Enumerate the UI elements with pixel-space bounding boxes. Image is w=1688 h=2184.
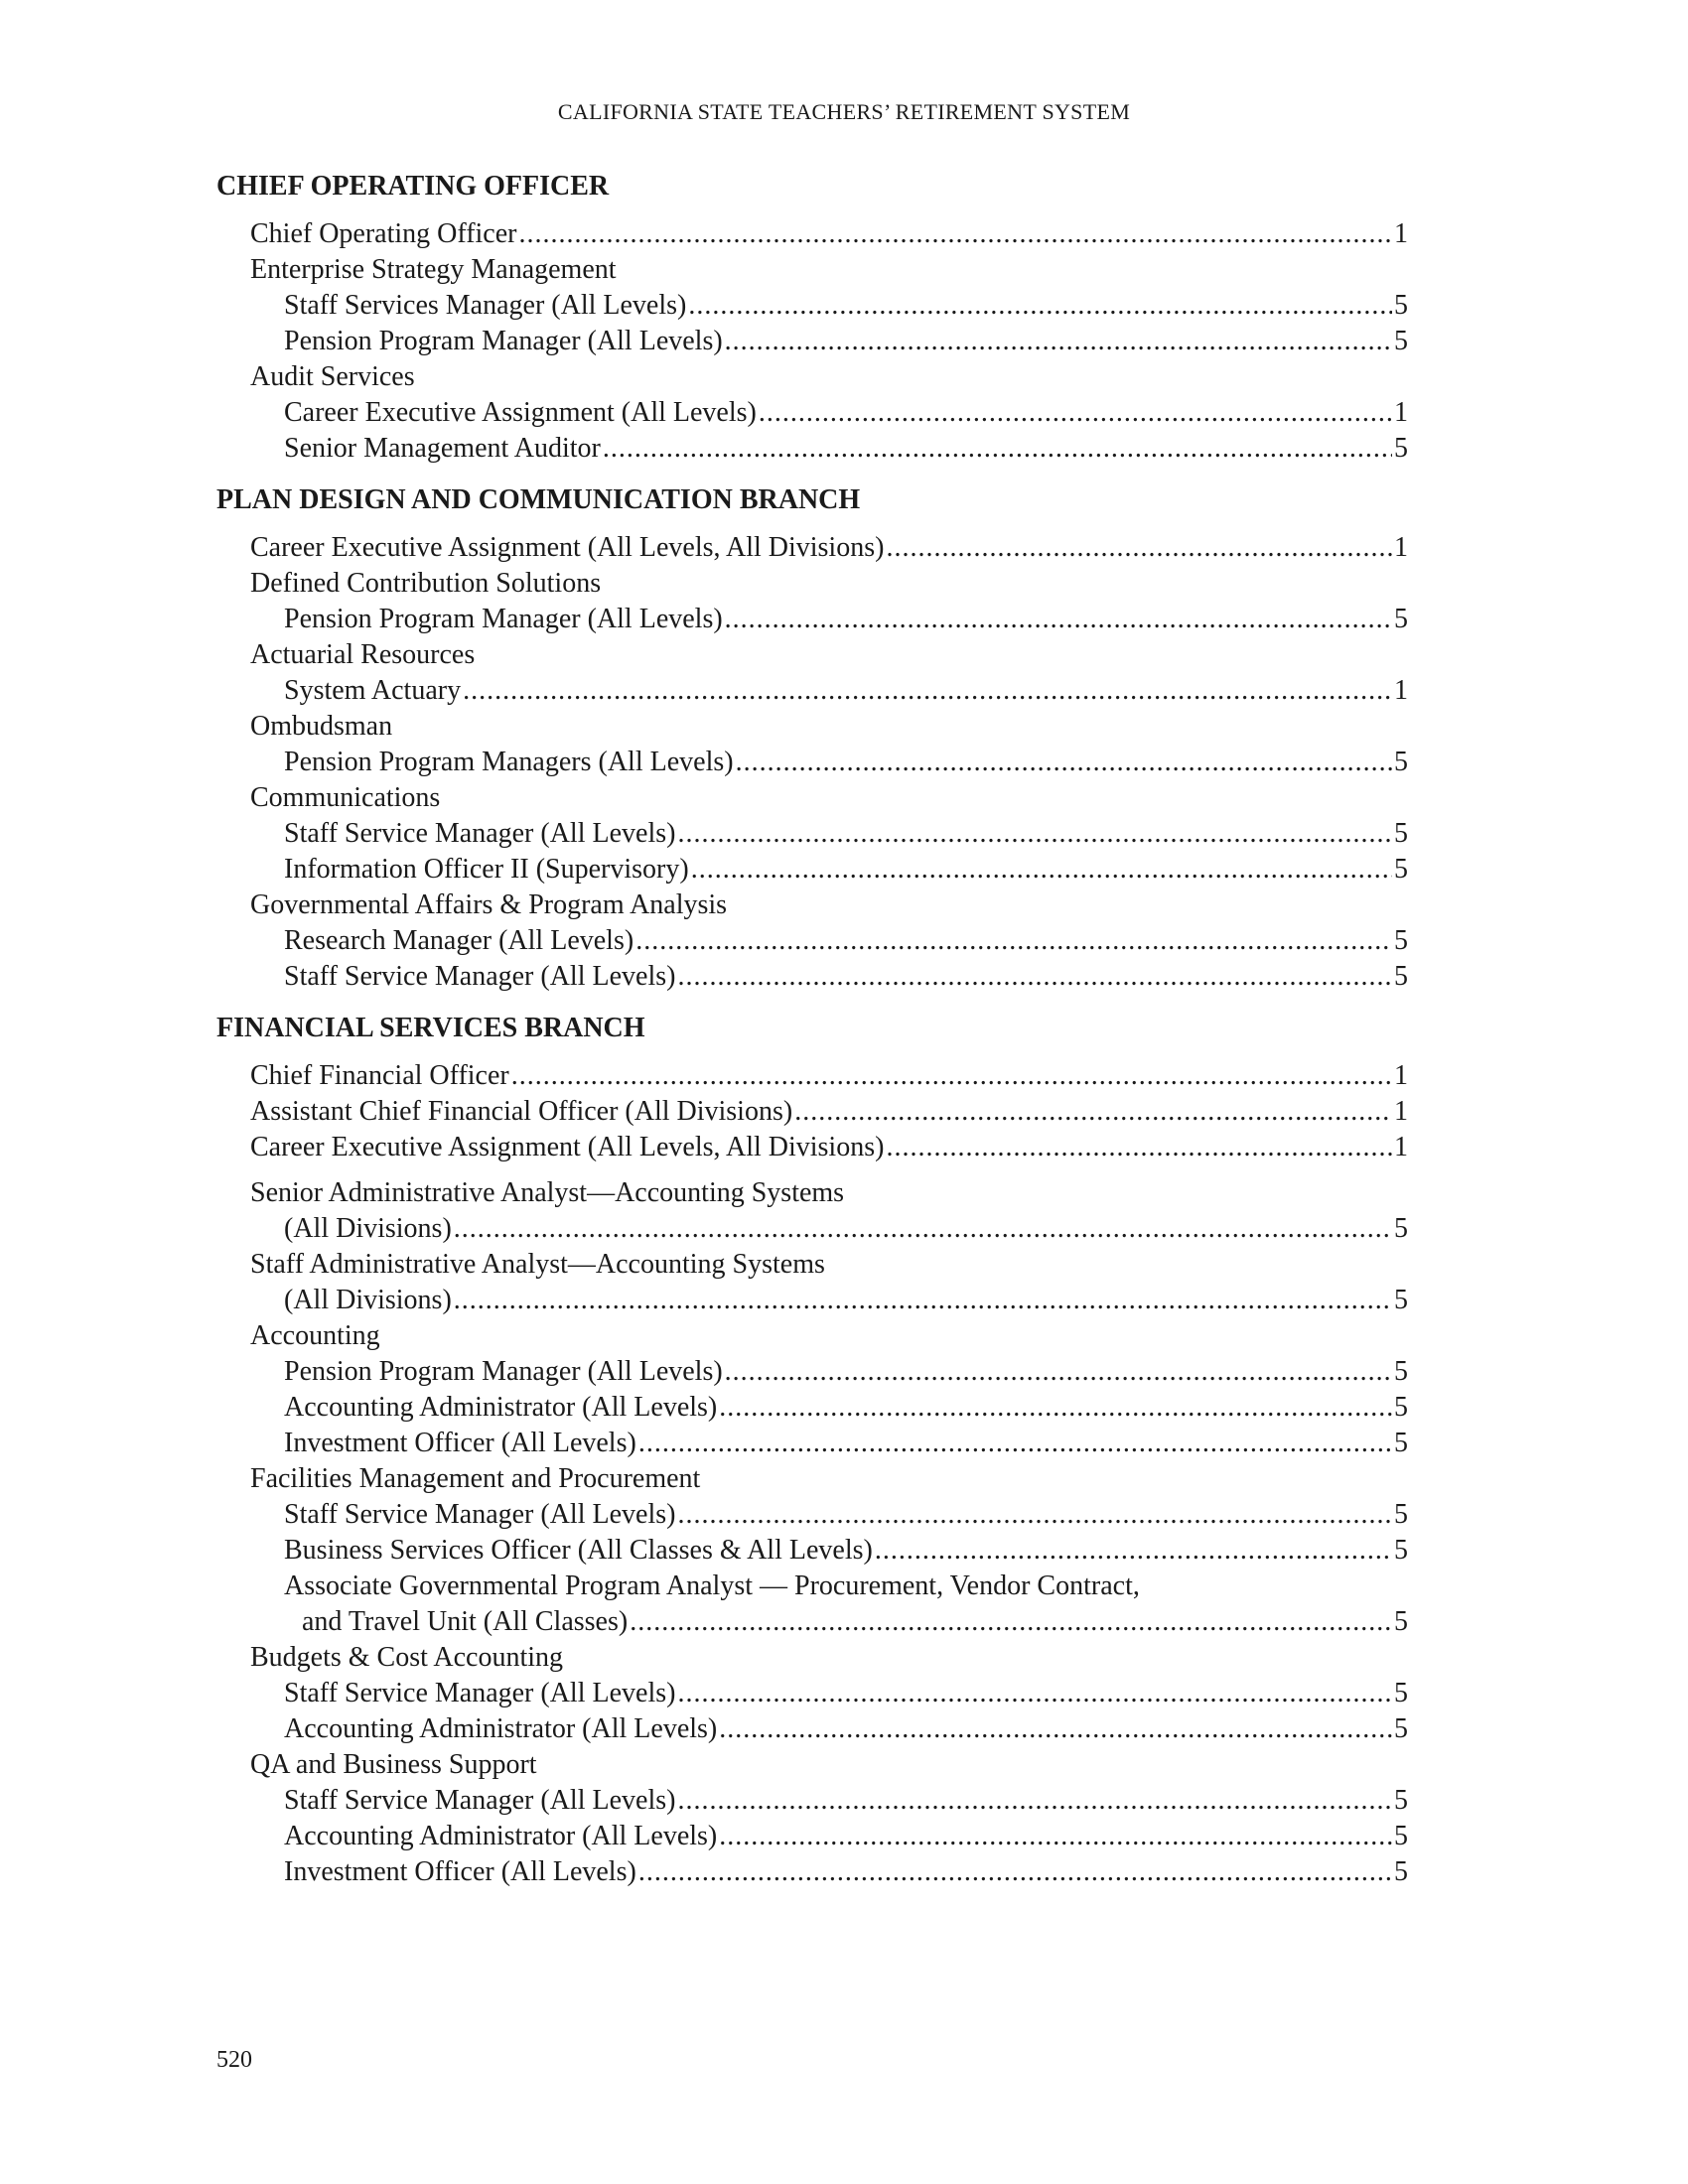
entry-page-number: 5: [1394, 1499, 1408, 1530]
entry-page-number: 5: [1394, 1821, 1408, 1851]
toc-entry: [216, 602, 1408, 637]
section-heading: CHIEF OPERATING OFFICER: [216, 171, 610, 202]
toc-entry: [216, 1175, 1408, 1211]
toc-entry: [216, 252, 1408, 288]
entry-page-number: 5: [1394, 961, 1408, 992]
dot-leader: [519, 216, 1393, 252]
entry-label: System Actuary: [284, 675, 462, 706]
toc-entry: [216, 431, 1408, 467]
toc-entry: [216, 780, 1408, 816]
entry-page-number: 1: [1394, 397, 1408, 428]
entry-page-number: 1: [1394, 1132, 1408, 1162]
entry-page-number: 5: [1394, 1785, 1408, 1816]
toc-entry: [216, 1676, 1408, 1711]
entry-page-number: 5: [1394, 290, 1408, 321]
entry-label: Audit Services: [250, 361, 415, 392]
table-of-contents: [216, 167, 1408, 1904]
entry-label: Staff Service Manager (All Levels): [284, 961, 676, 992]
entry-page-number: 5: [1394, 747, 1408, 777]
entry-label: Staff Service Manager (All Levels): [284, 1678, 676, 1708]
entry-page-number: 1: [1394, 532, 1408, 563]
toc-entry: [216, 1747, 1408, 1783]
toc-entry: [216, 1283, 1408, 1318]
dot-leader: [638, 1854, 1392, 1890]
entry-label: Defined Contribution Solutions: [250, 568, 602, 599]
entry-label: QA and Business Support: [250, 1749, 537, 1780]
dot-leader: [688, 288, 1392, 324]
toc-entry: [216, 1390, 1408, 1426]
toc-entry: [216, 1094, 1408, 1130]
toc-entry: [216, 530, 1408, 566]
dot-leader: [719, 1711, 1392, 1747]
entry-label: Staff Administrative Analyst—Accounting Systems: [250, 1249, 825, 1280]
entry-label: Staff Services Manager (All Levels): [284, 290, 687, 321]
toc-entry: [216, 1058, 1408, 1094]
entry-page-number: 5: [1394, 433, 1408, 464]
toc-entry: [216, 1247, 1408, 1283]
toc-entry: [216, 887, 1408, 923]
toc-entry: [216, 359, 1408, 395]
entry-page-number: 5: [1394, 854, 1408, 885]
dot-leader: [454, 1211, 1392, 1247]
entry-page-number: 5: [1394, 1213, 1408, 1244]
entry-label: Career Executive Assignment (All Levels, All Divisions): [250, 1132, 885, 1162]
toc-entry: [216, 745, 1408, 780]
toc-entry: [216, 637, 1408, 673]
dot-leader: [794, 1094, 1392, 1130]
dot-leader: [719, 1819, 1392, 1854]
toc-entry: [216, 852, 1408, 887]
entry-page-number: 5: [1394, 1392, 1408, 1423]
entry-page-number: 5: [1394, 1356, 1408, 1387]
toc-entry: [216, 216, 1408, 252]
toc-entry: [216, 1711, 1408, 1747]
toc-entry: [216, 1426, 1408, 1461]
toc-section: [216, 167, 1408, 467]
toc-entry: [216, 1783, 1408, 1819]
toc-entry: [216, 923, 1408, 959]
entry-page-number: 5: [1394, 1535, 1408, 1566]
toc-section: [216, 1009, 1408, 1890]
section-heading: FINANCIAL SERVICES BRANCH: [216, 1013, 645, 1043]
entry-page-number: 5: [1394, 1606, 1408, 1637]
entry-label: Communications: [250, 782, 441, 813]
toc-entry: [216, 395, 1408, 431]
toc-entry: [216, 566, 1408, 602]
dot-leader: [677, 959, 1392, 995]
dot-leader: [677, 1676, 1392, 1711]
entry-label: Budgets & Cost Accounting: [250, 1642, 563, 1673]
entry-label: Research Manager (All Levels): [284, 925, 634, 956]
entry-label: Governmental Affairs & Program Analysis: [250, 889, 728, 920]
entry-label: Pension Program Manager (All Levels): [284, 1356, 723, 1387]
entry-page-number: 5: [1394, 1428, 1408, 1458]
entry-label: Chief Operating Officer: [250, 218, 517, 249]
dot-leader: [463, 673, 1392, 709]
toc-entry: [216, 1854, 1408, 1890]
entry-label: Accounting Administrator (All Levels): [284, 1821, 718, 1851]
dot-leader: [725, 602, 1392, 637]
toc-entry: [216, 709, 1408, 745]
entry-label: Associate Governmental Program Analyst — Procurement, Vendor Contract,: [284, 1570, 1140, 1601]
toc-entry: [216, 673, 1408, 709]
entry-page-number: 5: [1394, 925, 1408, 956]
entry-page-number: 5: [1394, 604, 1408, 634]
entry-page-number: 5: [1394, 326, 1408, 356]
toc-entry: [216, 1640, 1408, 1676]
entry-page-number: 5: [1394, 1285, 1408, 1315]
toc-entry: [216, 1533, 1408, 1569]
entry-label: Actuarial Resources: [250, 639, 476, 670]
entry-label: Pension Program Manager (All Levels): [284, 604, 723, 634]
toc-entry: [216, 1819, 1408, 1854]
entry-label: Enterprise Strategy Management: [250, 254, 617, 285]
dot-leader: [603, 431, 1392, 467]
entry-label: Information Officer II (Supervisory): [284, 854, 689, 885]
entry-label: Chief Financial Officer: [250, 1060, 509, 1091]
entry-label: Ombudsman: [250, 711, 393, 742]
toc-entry: [216, 1318, 1408, 1354]
toc-entry: [216, 1569, 1408, 1604]
toc-entry: [216, 324, 1408, 359]
entry-page-number: 5: [1394, 1678, 1408, 1708]
entry-label: Accounting Administrator (All Levels): [284, 1713, 718, 1744]
entry-page-number: 1: [1394, 1060, 1408, 1091]
page-header: CALIFORNIA STATE TEACHERS’ RETIREMENT SYSTEM: [557, 99, 1131, 124]
entry-page-number: 5: [1394, 1856, 1408, 1887]
entry-label: Career Executive Assignment (All Levels): [284, 397, 757, 428]
entry-label: Staff Service Manager (All Levels): [284, 1785, 676, 1816]
entry-label: (All Divisions): [284, 1213, 452, 1244]
dot-leader: [759, 395, 1392, 431]
dot-leader: [736, 745, 1392, 780]
dot-leader: [635, 923, 1392, 959]
dot-leader: [630, 1604, 1392, 1640]
entry-page-number: 1: [1394, 218, 1408, 249]
entry-label: Accounting: [250, 1320, 380, 1351]
toc-entry: [216, 1497, 1408, 1533]
entry-label: Pension Program Manager (All Levels): [284, 326, 723, 356]
entry-label: Investment Officer (All Levels): [284, 1428, 636, 1458]
toc-section: [216, 480, 1408, 995]
dot-leader: [677, 1497, 1392, 1533]
entry-label: Assistant Chief Financial Officer (All Divisions): [250, 1096, 793, 1127]
entry-page-number: 5: [1394, 1713, 1408, 1744]
toc-entry: [216, 1354, 1408, 1390]
dot-leader: [691, 852, 1392, 887]
entry-label: Investment Officer (All Levels): [284, 1856, 636, 1887]
dot-leader: [454, 1283, 1392, 1318]
entry-page-number: 1: [1394, 1096, 1408, 1127]
dot-leader: [886, 530, 1392, 566]
dot-leader: [725, 324, 1392, 359]
toc-entry: [216, 1130, 1408, 1165]
dot-leader: [719, 1390, 1392, 1426]
dot-leader: [511, 1058, 1392, 1094]
entry-label: Senior Administrative Analyst—Accounting Systems: [250, 1177, 845, 1208]
entry-label: (All Divisions): [284, 1285, 452, 1315]
toc-entry: [216, 1211, 1408, 1247]
entry-label: Senior Management Auditor: [284, 433, 601, 464]
entry-label: Staff Service Manager (All Levels): [284, 1499, 676, 1530]
entry-label: Pension Program Managers (All Levels): [284, 747, 734, 777]
toc-entry: [216, 1461, 1408, 1497]
dot-leader: [638, 1426, 1392, 1461]
entry-label: Business Services Officer (All Classes & All Levels): [284, 1535, 873, 1566]
toc-entry: [216, 1604, 1408, 1640]
section-heading: PLAN DESIGN AND COMMUNICATION BRANCH: [216, 484, 861, 515]
dot-leader: [677, 1783, 1392, 1819]
entry-page-number: 5: [1394, 818, 1408, 849]
entry-label: Facilities Management and Procurement: [250, 1463, 701, 1494]
toc-entry: [216, 288, 1408, 324]
entry-label: and Travel Unit (All Classes): [302, 1606, 629, 1637]
entry-page-number: 1: [1394, 675, 1408, 706]
dot-leader: [725, 1354, 1392, 1390]
entry-label: Career Executive Assignment (All Levels, All Divisions): [250, 532, 885, 563]
dot-leader: [875, 1533, 1392, 1569]
dot-leader: [886, 1130, 1392, 1165]
entry-label: Accounting Administrator (All Levels): [284, 1392, 718, 1423]
page-number: 520: [216, 2047, 252, 2073]
entry-label: Staff Service Manager (All Levels): [284, 818, 676, 849]
toc-entry: [216, 816, 1408, 852]
toc-entry: [216, 959, 1408, 995]
dot-leader: [677, 816, 1392, 852]
